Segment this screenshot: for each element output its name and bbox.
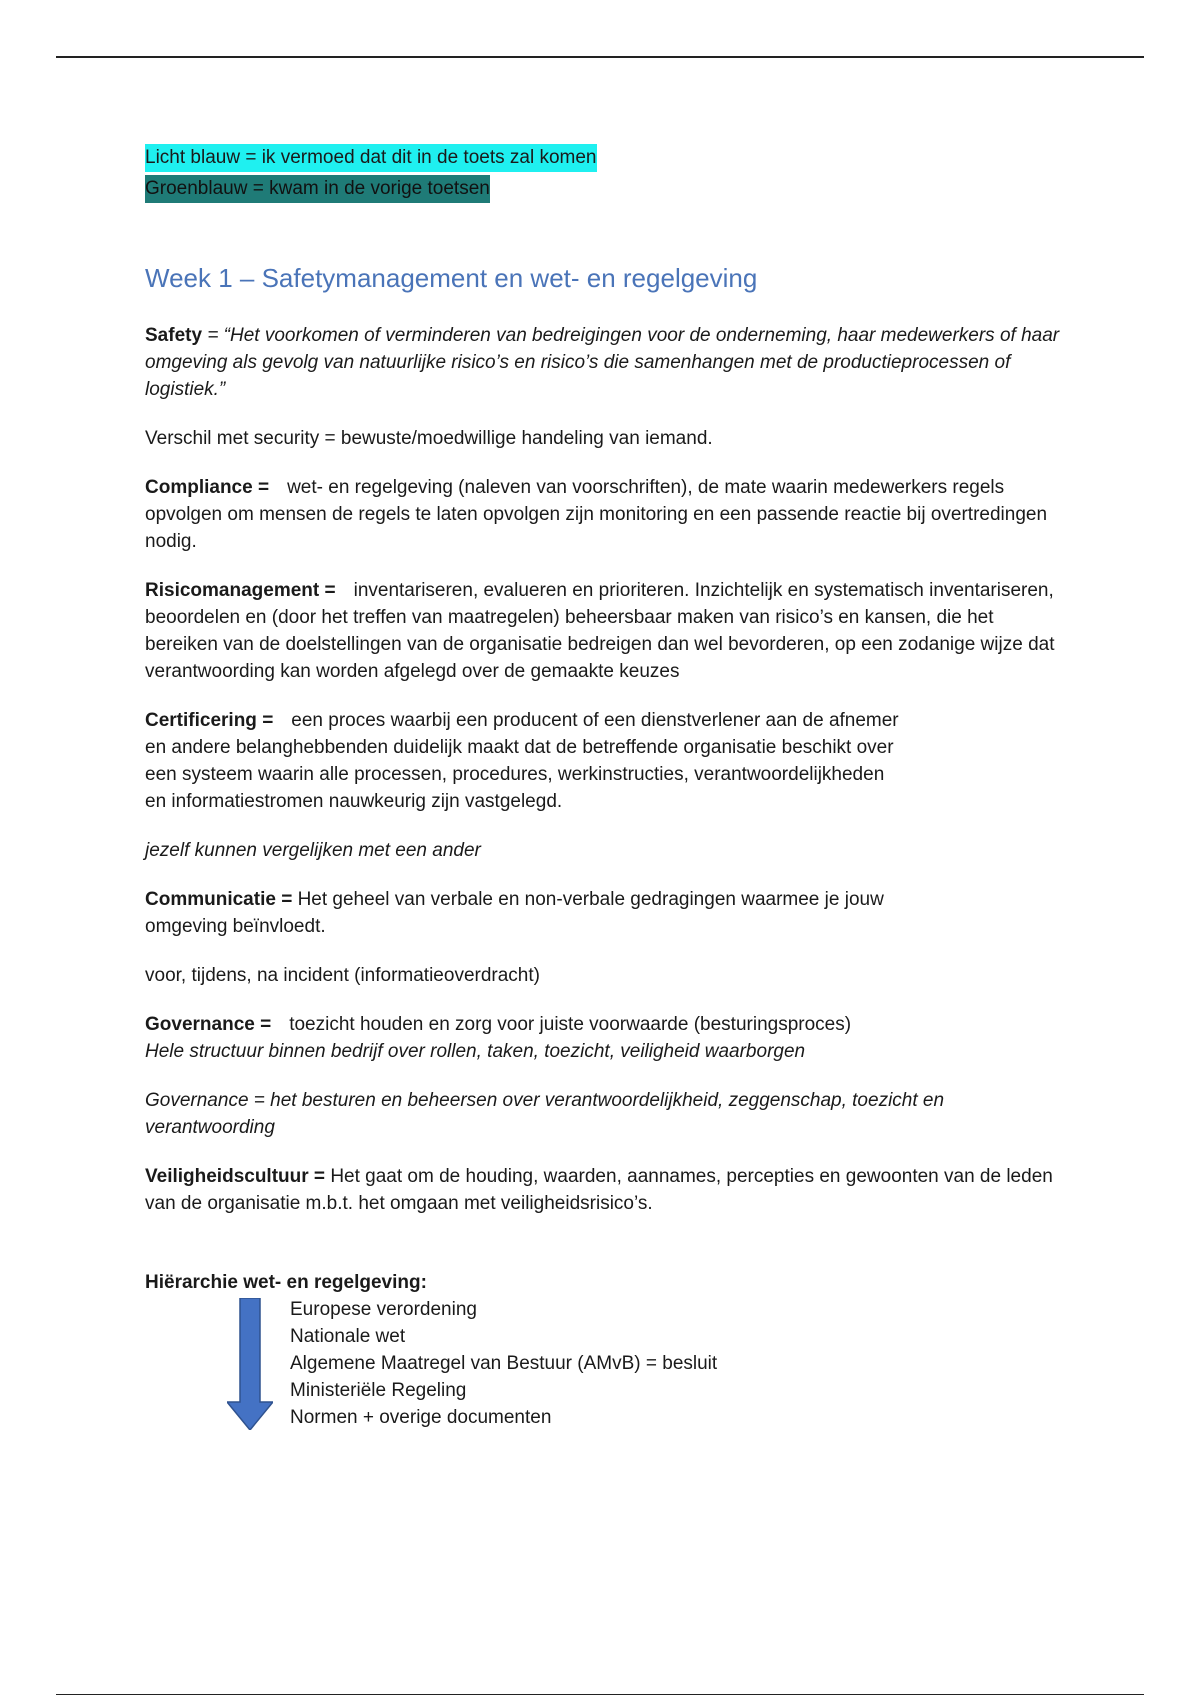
hierarchy-title: Hiërarchie wet- en regelgeving: [145,1272,427,1293]
hierarchy-item: Europese verordening [290,1299,477,1320]
compliance-text: wet- en regelgeving (naleven van voorschriften), de mate waarin medewerkers regels opvolgen om mensen de regels te laten opvolgen zijn monitoring en een passende reactie bij overtredingen nodig. [145,477,1048,552]
color-legend [145,144,1065,206]
governance-term: Governance = [145,1014,272,1035]
communicatie-text: Het geheel van verbale en non-verbale gedragingen waarmee je jouw omgeving beïnvloedt. [145,889,884,937]
safety-term: Safety [145,325,203,346]
hierarchy-item: Ministeriële Regeling [290,1380,467,1401]
safety-definition [145,322,1065,403]
risicomanagement-term: Risicomanagement = [145,580,336,601]
communicatie-term: Communicatie = [145,889,293,910]
hierarchy-item: Nationale wet [290,1326,406,1347]
governance-subtext: Hele structuur binnen bedrijf over rollen, taken, toezicht, veiligheid waarborgen [145,1041,806,1062]
bottom-rule [56,1694,1144,1695]
certificering-text: een proces waarbij een producent of een dienstverlener aan de afnemer en andere belanghebbenden duidelijk maakt dat de betreffende organisatie beschikt over een systeem waarin alle processen, procedures, werkinstructies, verantwoordelijkheden en informatiestromen nauwkeurig zijn vastgelegd. [145,710,899,812]
certificering-term: Certificering = [145,710,274,731]
hierarchy-list [145,1296,1065,1431]
hierarchy-item: Normen + overige documenten [290,1407,552,1428]
risicomanagement-definition [145,577,1065,685]
certificering-note: jezelf kunnen vergelijken met een ander [145,840,481,861]
security-note: Verschil met security = bewuste/moedwillige handeling van iemand. [145,428,713,449]
safety-text: = “Het voorkomen of verminderen van bedreigingen voor de onderneming, haar medewerkers of haar omgeving als gevolg van natuurlijke risico’s en risico’s die samenhangen met de productieprocessen of logistiek.” [145,325,1060,400]
veiligheidscultuur-text: Het gaat om de houding, waarden, aannames, percepties en gewoonten van de leden van de organisatie m.b.t. het omgaan met veiligheidsrisico’s. [145,1166,1053,1214]
compliance-term: Compliance = [145,477,270,498]
certificering-definition [145,707,905,815]
communicatie-note: voor, tijdens, na incident (informatieoverdracht) [145,965,540,986]
compliance-definition [145,474,1065,555]
risicomanagement-text: inventariseren, evalueren en prioriteren. Inzichtelijk en systematisch inventariseren, beoordelen en (door het treffen van maatregelen) beheersbaar maken van risico’s en kansen, die het bereiken van de doelstellingen van de organisatie bedreigen dan wel bevorderen, op een zodanige wijze dat verantwoording kan worden afgelegd over de gemaakte keuzes [145,580,1055,682]
page-title: Week 1 – Safetymanagement en wet- en regelgeving [145,263,758,293]
communicatie-definition [145,886,885,940]
governance-definition [145,1011,1065,1065]
governance-text: toezicht houden en zorg voor juiste voorwaarde (besturingsproces) [289,1014,852,1035]
hierarchy-item: Algemene Maatregel van Bestuur (AMvB) = besluit [290,1353,718,1374]
veiligheidscultuur-term: Veiligheidscultuur = [145,1166,326,1187]
document-body [145,144,1065,1431]
legend-light-blue: Licht blauw = ik vermoed dat dit in de toets zal komen [145,144,597,172]
legend-teal: Groenblauw = kwam in de vorige toetsen [145,175,490,203]
arrow-down-icon [227,1298,273,1430]
veiligheidscultuur-definition [145,1163,1065,1217]
governance-note: Governance = het besturen en beheersen over verantwoordelijkheid, zeggenschap, toezicht en verantwoording [145,1090,945,1138]
top-rule [56,56,1144,58]
